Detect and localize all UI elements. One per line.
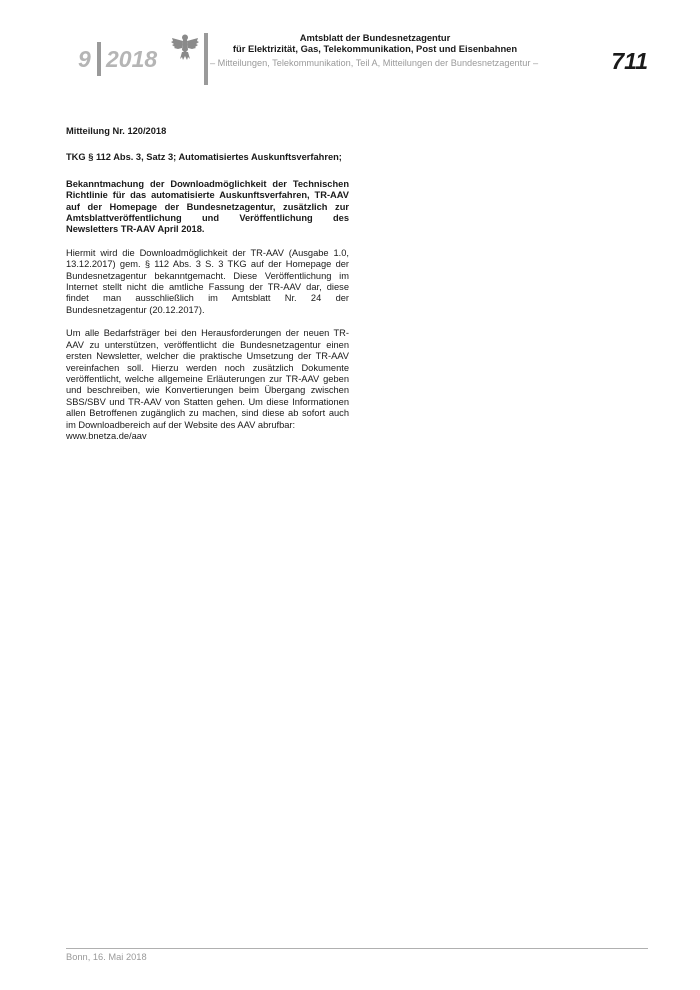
- gazette-subtitle: – Mitteilungen, Telekommunikation, Teil A, Mitteilungen der Bundesnetzagentur –: [210, 58, 539, 68]
- issue-year: 2018: [106, 46, 158, 72]
- notice-announcement: Bekanntmachung der Downloadmöglichkeit der Technischen Richtlinie für das automatisierte Auskunftsverfahren, TR-AAV auf der Homepage der Bundesnetzagentur, zusätzlich zur Amtsblattveröffentlichung und Veröffentlichung des Newsletters TR-AAV April 2018.: [66, 178, 349, 235]
- gazette-title-line-2: für Elektrizität, Gas, Telekommunikation, Post und Eisenbahnen: [232, 43, 518, 54]
- footer-place-date: Bonn, 16. Mai 2018: [66, 952, 147, 962]
- notice-subject: TKG § 112 Abs. 3, Satz 3; Automatisiertes Auskunftsverfahren;: [66, 152, 342, 163]
- issue-number: 9: [78, 46, 91, 72]
- notice-paragraph-1: Hiermit wird die Downloadmöglichkeit der TR-AAV (Ausgabe 1.0, 13.12.2017) gem. § 112 Abs. 3 S. 3 TKG auf der Homepage der Bundesnetzagentur bekanntgemacht. Diese Veröffentlichung im Internet stellt nicht die amtliche Fassung der TR-AAV dar, diese findet man ausschließlich im Amtsblatt Nr. 24 der Bundesnetzagentur (20.12.2017).: [66, 247, 349, 315]
- page-number: 711: [611, 48, 648, 74]
- notice-column: [66, 126, 349, 442]
- notice-url: www.bnetza.de/aav: [66, 430, 147, 441]
- footer-divider: [66, 948, 648, 949]
- notice-paragraph-2: Um alle Bedarfsträger bei den Herausforderungen der neuen TR-AAV zu unterstützen, veröffentlicht die Bundesnetzagentur einen ersten Newsletter, welcher die praktische Umsetzung der TR-AAV vereinfachen soll. Hierzu werden noch zusätzlich Dokumente veröffentlicht, welche allgemeine Erläuterungen zur TR-AAV geben und beschreiben, wie Konvertierungen beim Übergang zwischen SBS/SBV und TR-AAV von Statten gehen. Um diese Informationen allen Betroffenen zugänglich zu machen, sind diese ab sofort auch im Downloadbereich auf der Website des AAV abrufbar:: [66, 328, 349, 430]
- issue-divider: [97, 42, 101, 76]
- notice-number: Mitteilung Nr. 120/2018: [66, 126, 167, 136]
- gazette-title-line-1: Amtsblatt der Bundesnetzagentur: [299, 32, 451, 43]
- header-divider: [204, 33, 208, 85]
- gazette-title: [210, 32, 540, 54]
- federal-eagle-icon: [170, 32, 200, 62]
